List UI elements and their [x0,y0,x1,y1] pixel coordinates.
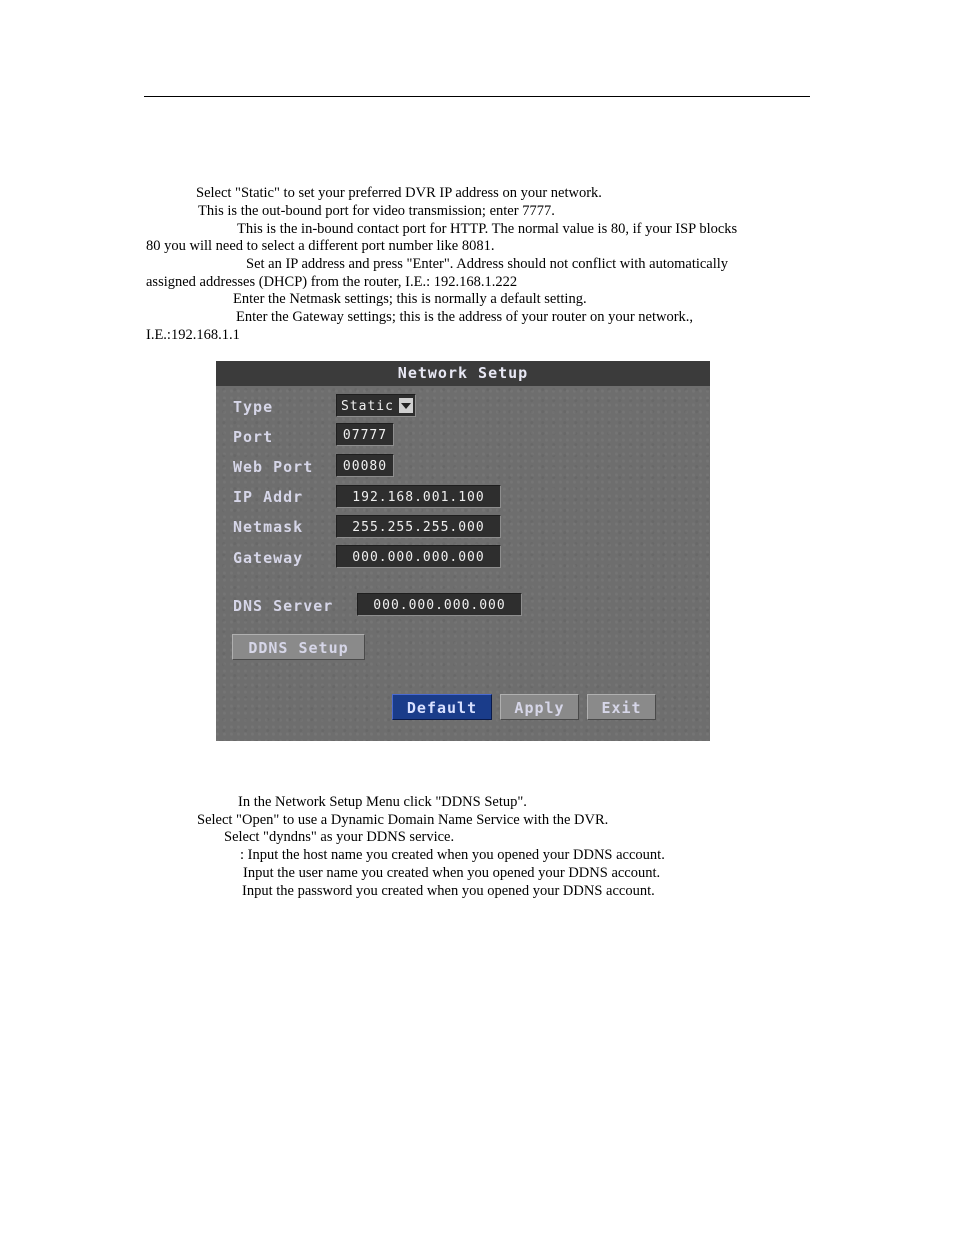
web-port-instruction-cont: 80 you will need to select a different port number like 8081. [146,238,495,254]
type-instruction: Select "Static" to set your preferred DVR IP address on your network. [196,185,602,201]
port-instruction: This is the out-bound port for video transmission; enter 7777. [198,203,555,219]
ddns-instruction-4: : Input the host name you created when you opened your DDNS account. [240,847,665,863]
ip-addr-field[interactable]: 192.168.001.100 [336,485,501,508]
netmask-instruction: Enter the Netmask settings; this is normally a default setting. [233,291,587,307]
web-port-instruction: This is the in-bound contact port for HTTP. The normal value is 80, if your ISP blocks [237,221,738,237]
header-rule [144,96,810,97]
ip-instruction: Set an IP address and press "Enter". Address should not conflict with automatically [246,256,729,272]
type-label: Type [233,398,274,416]
exit-button[interactable]: Exit [587,694,656,720]
network-setup-screenshot [216,361,710,741]
ddns-setup-button[interactable]: DDNS Setup [232,634,365,660]
netmask-label: Netmask [233,518,304,536]
netmask-field[interactable]: 255.255.255.000 [336,515,501,538]
network-setup-title: Network Setup [216,361,710,386]
ddns-instruction-2: Select "Open" to use a Dynamic Domain Name Service with the DVR. [197,812,609,828]
dns-server-field[interactable]: 000.000.000.000 [357,593,522,616]
port-label: Port [233,428,274,446]
ip-addr-label: IP Addr [233,488,304,506]
ddns-instruction-3: Select "dyndns" as your DDNS service. [224,829,455,845]
web-port-field[interactable]: 00080 [336,454,394,477]
dns-server-label: DNS Server [233,597,334,615]
ddns-instruction-1: In the Network Setup Menu click "DDNS Setup". [238,794,527,810]
type-select[interactable] [336,394,416,417]
gateway-instruction-cont: I.E.:192.168.1.1 [146,327,240,343]
default-button[interactable]: Default [392,694,492,720]
chevron-down-icon [399,398,413,413]
ip-instruction-cont: assigned addresses (DHCP) from the router, I.E.: 192.168.1.222 [146,274,518,290]
type-value: Static [341,399,394,414]
ddns-instruction-5: Input the user name you created when you opened your DDNS account. [243,865,661,881]
gateway-instruction: Enter the Gateway settings; this is the address of your router on your network., [236,309,694,325]
gateway-label: Gateway [233,549,304,567]
web-port-label: Web Port [233,458,314,476]
apply-button[interactable]: Apply [500,694,579,720]
gateway-field[interactable]: 000.000.000.000 [336,545,501,568]
port-field[interactable]: 07777 [336,423,394,446]
ddns-instruction-6: Input the password you created when you opened your DDNS account. [242,883,655,899]
